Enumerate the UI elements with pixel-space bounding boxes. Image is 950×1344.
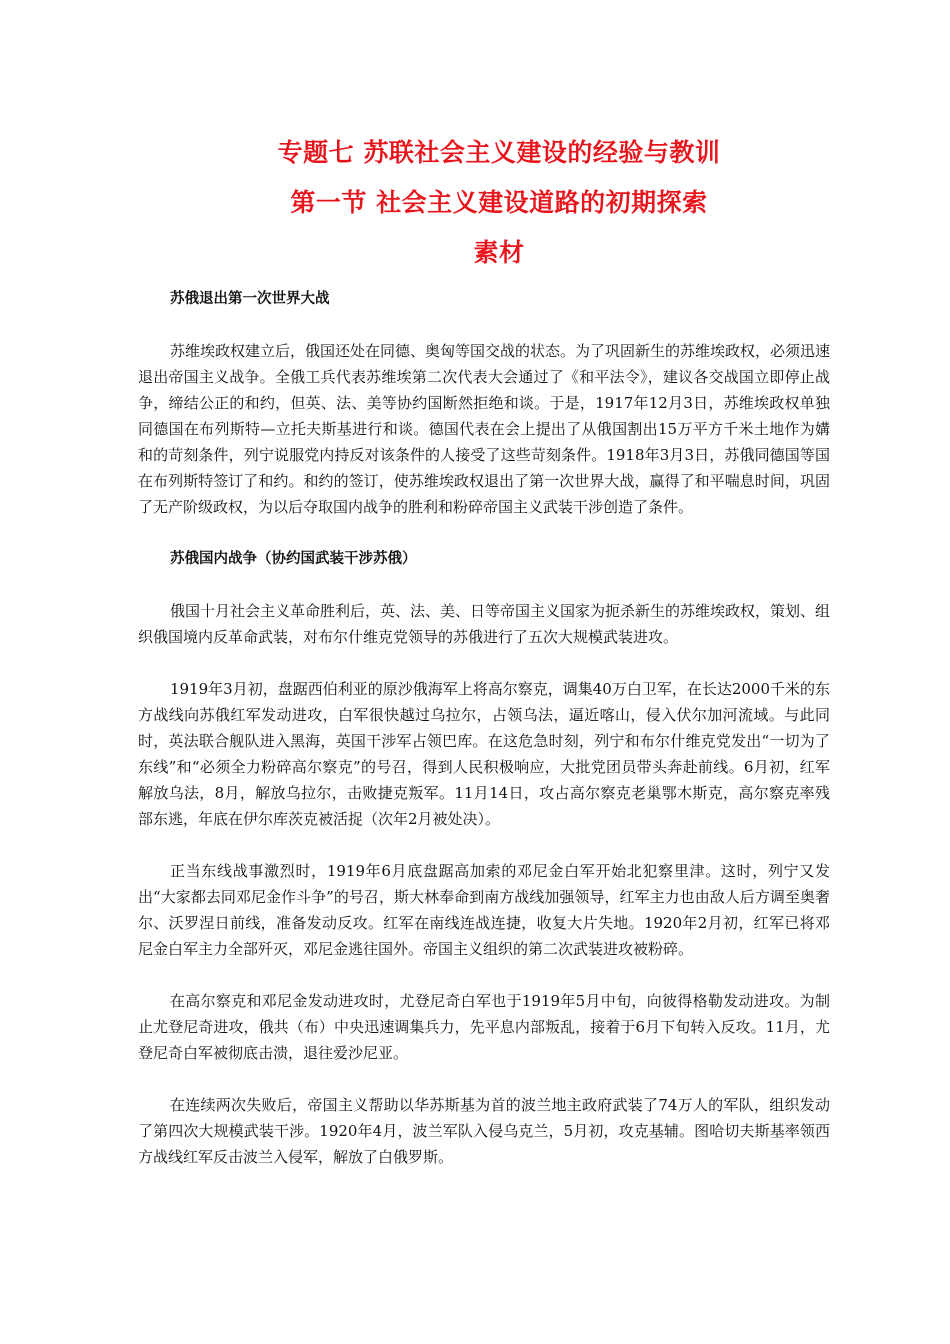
document-page: [138, 128, 830, 1170]
paragraph-denikin: 正当东线战事激烈时，1919年6月底盘踞高加索的邓尼金白军开始北犯察里津。这时，列宁又发出“大家都去同邓尼金作斗争”的号召，斯大林奉命到南方战线加强领导，红军主力也由敌人后方调至奥奢尔、沃罗涅日前线，准备发动反攻。红军在南线连战连捷，收复大片失地。1920年2月初，红军已将邓尼金白军主力全部歼灭，邓尼金逃往国外。帝国主义组织的第二次武装进攻被粉碎。: [138, 862, 830, 958]
paragraph-poland: 在连续两次失败后，帝国主义帮助以华苏斯基为首的波兰地主政府武装了74万人的军队，组织发动了第四次大规模武装干涉。1920年4月，波兰军队入侵乌克兰，5月初，攻克基辅。图哈切夫斯基率领西方战线红军反击波兰入侵军，解放了白俄罗斯。: [138, 1096, 830, 1166]
paragraph-civil-war-intro: 俄国十月社会主义革命胜利后，英、法、美、日等帝国主义国家为扼杀新生的苏维埃政权，策划、组织俄国境内反革命武装，对布尔什维克党领导的苏俄进行了五次大规模武装进攻。: [138, 602, 831, 646]
section-heading-civil-war: 苏俄国内战争（协约国武装干涉苏俄）: [170, 551, 417, 567]
paragraph-yudenich: 在高尔察克和邓尼金发动进攻时，尤登尼奇白军也于1919年5月中旬，向彼得格勒发动进攻。为制止尤登尼奇进攻，俄共（布）中央迅速调集兵力，先平息内部叛乱，接着于6月下旬转入反攻。11月，尤登尼奇白军被彻底击溃，退往爱沙尼亚。: [138, 992, 830, 1062]
material-title: 素材: [473, 238, 525, 267]
topic-title: 专题七 苏联社会主义建设的经验与教训: [277, 138, 721, 167]
section-heading-withdrawal: 苏俄退出第一次世界大战: [170, 291, 330, 307]
paragraph-withdrawal: 苏维埃政权建立后，俄国还处在同德、奥匈等国交战的状态。为了巩固新生的苏维埃政权，必须迅速退出帝国主义战争。全俄工兵代表苏维埃第二次代表大会通过了《和平法令》，建议各交战国立即停止战争，缔结公正的和约，但英、法、美等协约国断然拒绝和谈。于是，1917年12月3日，苏维埃政权单独同德国在布列斯特—立托夫斯基进行和谈。德国代表在会上提出了从俄国割出15万平方千米土地作为媾和的苛刻条件，列宁说服党内持反对该条件的人接受了这些苛刻条件。1918年3月3日，苏俄同德国等国在布列斯特签订了和约。和约的签订，使苏维埃政权退出了第一次世界大战，赢得了和平喘息时间，巩固了无产阶级政权，为以后夺取国内战争的胜利和粉碎帝国主义武装干涉创造了条件。: [138, 342, 831, 516]
section-title: 第一节 社会主义建设道路的初期探索: [290, 188, 708, 217]
paragraph-kolchak: 1919年3月初，盘踞西伯利亚的原沙俄海军上将高尔察克，调集40万白卫军，在长达2000千米的东方战线向苏俄红军发动进攻，白军很快越过乌拉尔，占领乌法，逼近喀山，侵入伏尔加河流域。与此同时，英法联合舰队进入黑海，英国干涉军占领巴库。在这危急时刻，列宁和布尔什维克党发出“一切为了东线”和“必须全力粉碎高尔察克”的号召，得到人民积极响应，大批党团员带头奔赴前线。6月初，红军解放乌法，8月，解放乌拉尔，击败捷克叛军。11月14日，攻占高尔察克老巢鄂木斯克，高尔察克率残部东逃，年底在伊尔库茨克被活捉（次年2月被处决）。: [138, 680, 830, 828]
